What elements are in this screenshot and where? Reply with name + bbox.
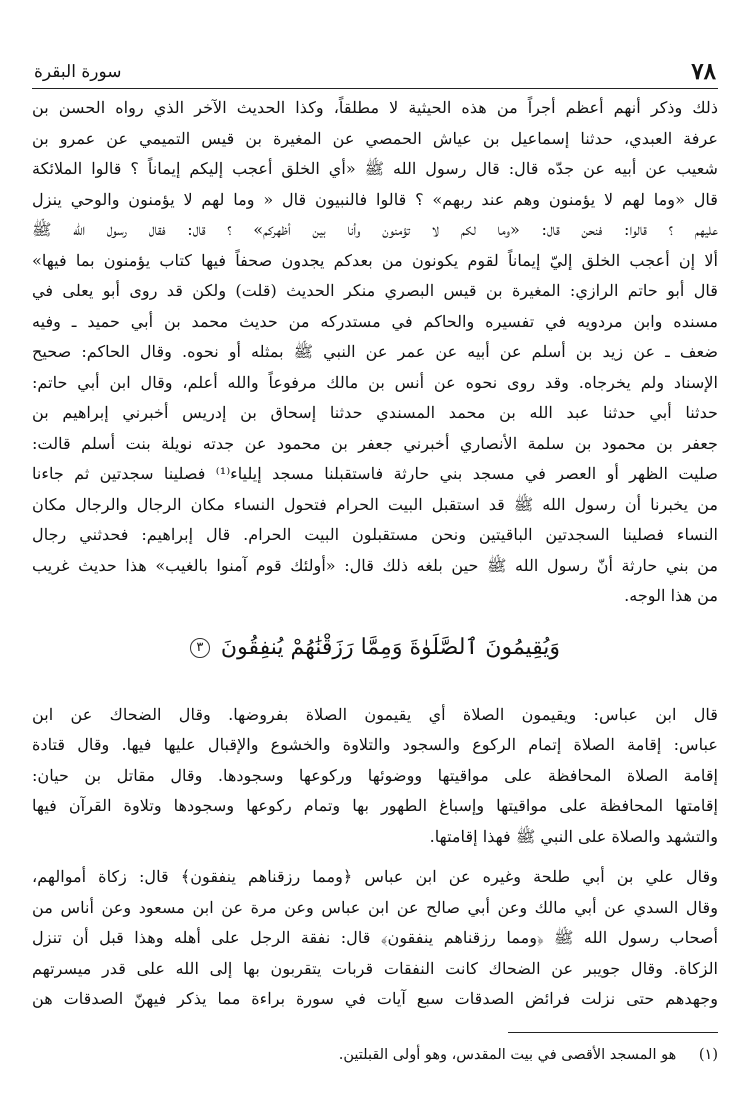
text-line: وقال السدي عن أبي مالك وعن أبي صالح عن ابن عباس وعن مرة عن ابن مسعود وعن أناس من xyxy=(32,897,718,917)
text-line: مسنده وابن مردويه في تفسيره والحاكم في مستدركه من حديث محمد بن أبي حميد ـ وفيه xyxy=(32,311,718,331)
text-line: حدثنا أبي حدثنا عبد الله بن محمد المسندي حدثنا إسحاق بن إدريس أخبرني إبراهيم بن xyxy=(32,403,718,422)
text-line: من هذا الوجه. xyxy=(624,586,718,605)
text-line: قال ابن عباس: ويقيمون الصلاة أي يقيمون الصلاة بفروضها. وقال الضحاك عن ابن xyxy=(32,704,718,724)
text-line: والتشهد والصلاة على النبي ﷺ فهذا إقامتها. xyxy=(429,826,718,846)
text-line: شعيب عن أبيه عن جدّه قال: قال رسول الله ﷺ «أي الخلق أعجب إليكم إيماناً ؟ قالوا الملائكة xyxy=(32,159,718,178)
text-line: عباس: إقامة الصلاة إتمام الركوع والسجود والتلاوة والخشوع والإقبال عليها فيها. وقال قتادة xyxy=(32,735,718,754)
footnote-divider xyxy=(508,1032,718,1033)
text-line: عليهم ؟ قالوا: فنحن قال: «وما لكم لا تؤمنون وأنا بين أظهركم» ؟ قال: فقال رسول الله ﷺ xyxy=(32,220,718,239)
text-line: صليت الظهر أو العصر في مسجد بني حارثة فاستقبلنا مسجد إيلياء⁽¹⁾ فصلينا سجدتين ثم جاءنا xyxy=(32,464,718,483)
text-line: ضعف ـ عن زيد بن أسلم عن أبيه عن عمر عن النبي ﷺ بمثله أو نحوه. وقال الحاكم: صحيح xyxy=(32,342,718,361)
page-header xyxy=(32,58,718,89)
running-title: سورة البقرة xyxy=(34,62,122,82)
text-line: إقامتها المحافظة على مواقيتها وإسباغ الطهور بها وتمام ركوعها وسجودها وتلاوة القرآن فيها xyxy=(32,796,718,815)
footnote-text: هو المسجد الأقصى في بيت المقدس، وهو أولى القبلتين. xyxy=(338,1047,677,1063)
text-line: جعفر بن محمود بن سلمة الأنصاري أخبرني جعفر بن محمود عن جدته نويلة بنت أسلم قالت: xyxy=(32,433,718,453)
text-line: من يخبرنا أن رسول الله ﷺ قد استقبل البيت الحرام فتحول النساء مكان الرجال والرجال مكان xyxy=(32,494,718,514)
text-line: الإسناد ولم يخرجاه. وقد روى نحوه عن أنس بن مالك مرفوعاً والله أعلم، وقال ابن أبي حاتم: xyxy=(32,372,718,392)
hadith-paragraph xyxy=(32,93,718,612)
text-line: إقامة الصلاة المحافظة على مواقيتها ووضوئها وركوعها وسجودها. وقال مقاتل بن حيان: xyxy=(32,765,718,785)
text-line: قال أبو حاتم الرازي: المغيرة بن قيس البصري منكر الحديث (قلت) ولكن قد روى أبو يعلى في xyxy=(32,281,718,300)
tafsir-paragraph xyxy=(32,862,718,1015)
text-line: الزكاة. وقال جويبر عن الضحاك كانت النفقات قربات يتقربون بها إلى الله على قدر ميسرتهم xyxy=(32,958,718,978)
text-line: وجهدهم حتى نزلت فرائض الصدقات سبع آيات في سورة براءة مما يذكر فيهنّ الصدقات هن xyxy=(32,989,718,1008)
footnote xyxy=(32,1040,718,1070)
verse-block xyxy=(32,612,718,700)
text-line: عرفة العبدي، حدثنا إسماعيل بن عياش الحمصي عن المغيرة بن قيس التميمي عن عمرو بن xyxy=(32,128,718,148)
text-line: ذلك وذكر أنهم أعظم أجراً من هذه الحيثية لا مطلقاً، وكذا الحديث الآخر الذي رواه الحسن بن xyxy=(32,98,718,117)
quran-verse xyxy=(32,628,718,668)
text-line: من بني حارثة أنّ رسول الله ﷺ حين بلغه ذلك قال: «أولئك قوم آمنوا بالغيب» هذا حديث غريب xyxy=(32,555,718,575)
text-line: وقال علي بن أبي طلحة وغيره عن ابن عباس ﴿ومما رزقناهم ينفقون﴾ قال: زكاة أموالهم، xyxy=(32,867,718,886)
tafsir-paragraph xyxy=(32,700,718,853)
text-line: ألا إن أعجب الخلق إليّ إيماناً لقوم يكونون من بعدكم يجدون صحفاً فيها كتاب يؤمنون بما فيها» xyxy=(32,250,718,270)
text-line: أصحاب رسول الله ﷺ ﴿ومما رزقناهم ينفقون﴾ قال: نفقة الرجل على أهله وهذا قبل أن تنزل xyxy=(32,928,718,947)
text-line: قال «وما لهم لا يؤمنون وهم عند ربهم» ؟ قالوا فالنبيون قال « وما لهم لا يؤمنون والوحي ينزل xyxy=(32,189,718,209)
verse-number: ٣ xyxy=(190,638,210,658)
text-line: النساء فصلينا السجدتين الباقيتين ونحن مستقبلون البيت الحرام. قال إبراهيم: فحدثني رجال xyxy=(32,525,718,544)
page-number: ٧٨ xyxy=(691,58,716,85)
verse-text: وَيُقِيمُونَ ٱلصَّلَوٰةَ وَمِمَّا رَزَقْنَٰهُمْ يُنفِقُونَ xyxy=(220,634,561,660)
page-body xyxy=(32,93,718,1015)
footnote-number: (١) xyxy=(698,1047,718,1063)
